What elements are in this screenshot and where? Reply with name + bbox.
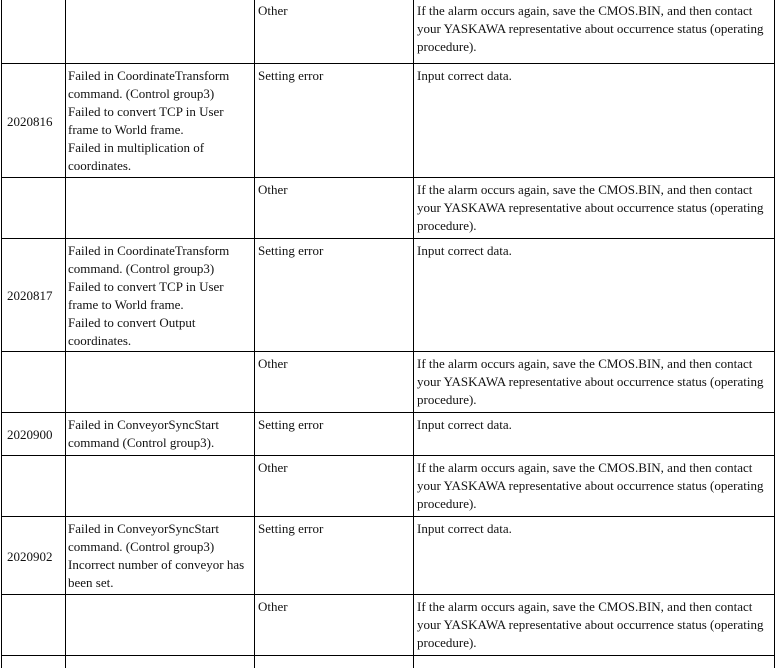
alarm-description-cell bbox=[66, 456, 255, 517]
empty-cell bbox=[66, 656, 255, 668]
alarm-description-cell bbox=[66, 0, 255, 64]
alarm-cause-cell: Other bbox=[255, 178, 414, 239]
alarm-remedy-cell: Input correct data. bbox=[414, 64, 775, 178]
alarm-cause-cell: Setting error bbox=[255, 239, 414, 352]
table-row bbox=[2, 0, 775, 64]
alarm-cause-cell: Setting error bbox=[255, 517, 414, 595]
alarm-code-cell: 2020817 bbox=[2, 239, 66, 352]
alarm-remedy-cell: If the alarm occurs again, save the CMOS.BIN, and then contact your YASKAWA representative about occurrence status (operating procedure). bbox=[414, 456, 775, 517]
table-row bbox=[2, 517, 775, 595]
alarm-description-cell bbox=[66, 178, 255, 239]
table-row bbox=[2, 352, 775, 413]
table-row bbox=[2, 413, 775, 456]
alarm-cause-cell: Other bbox=[255, 595, 414, 656]
alarm-code-cell bbox=[2, 595, 66, 656]
alarm-remedy-cell: Input correct data. bbox=[414, 517, 775, 595]
alarm-description-cell bbox=[66, 595, 255, 656]
alarm-description-cell: Failed in ConveyorSyncStart command (Control group3). bbox=[66, 413, 255, 456]
table-row bbox=[2, 456, 775, 517]
alarm-code-cell: 2020816 bbox=[2, 64, 66, 178]
alarm-code-cell bbox=[2, 178, 66, 239]
table-row-continuation bbox=[2, 656, 775, 668]
empty-cell bbox=[2, 656, 66, 668]
table-row bbox=[2, 239, 775, 352]
table-row bbox=[2, 595, 775, 656]
alarm-cause-cell: Other bbox=[255, 352, 414, 413]
alarm-cause-cell: Setting error bbox=[255, 413, 414, 456]
alarm-description-cell: Failed in CoordinateTransform command. (Control group3) Failed to convert TCP in User frame to World frame. Failed to convert Output coordinates. bbox=[66, 239, 255, 352]
alarm-cause-cell: Setting error bbox=[255, 64, 414, 178]
alarm-remedy-cell: Input correct data. bbox=[414, 413, 775, 456]
empty-cell bbox=[414, 656, 775, 668]
alarm-remedy-cell: If the alarm occurs again, save the CMOS.BIN, and then contact your YASKAWA representative about occurrence status (operating procedure). bbox=[414, 178, 775, 239]
table-row bbox=[2, 64, 775, 178]
alarm-remedy-cell: If the alarm occurs again, save the CMOS.BIN, and then contact your YASKAWA representative about occurrence status (operating procedure). bbox=[414, 595, 775, 656]
alarm-code-cell bbox=[2, 352, 66, 413]
alarm-code-cell: 2020902 bbox=[2, 517, 66, 595]
table-row bbox=[2, 178, 775, 239]
alarm-code-cell bbox=[2, 456, 66, 517]
alarm-code-cell bbox=[2, 0, 66, 64]
alarm-table bbox=[1, 0, 775, 668]
alarm-cause-cell: Other bbox=[255, 456, 414, 517]
alarm-remedy-cell: Input correct data. bbox=[414, 239, 775, 352]
alarm-description-cell: Failed in CoordinateTransform command. (Control group3) Failed to convert TCP in User frame to World frame. Failed in multiplication of coordinates. bbox=[66, 64, 255, 178]
alarm-code-cell: 2020900 bbox=[2, 413, 66, 456]
empty-cell bbox=[255, 656, 414, 668]
alarm-description-cell: Failed in ConveyorSyncStart command. (Control group3) Incorrect number of conveyor has been set. bbox=[66, 517, 255, 595]
alarm-remedy-cell: If the alarm occurs again, save the CMOS.BIN, and then contact your YASKAWA representative about occurrence status (operating procedure). bbox=[414, 352, 775, 413]
alarm-cause-cell: Other bbox=[255, 0, 414, 64]
alarm-description-cell bbox=[66, 352, 255, 413]
alarm-remedy-cell: If the alarm occurs again, save the CMOS.BIN, and then contact your YASKAWA representative about occurrence status (operating procedure). bbox=[414, 0, 775, 64]
